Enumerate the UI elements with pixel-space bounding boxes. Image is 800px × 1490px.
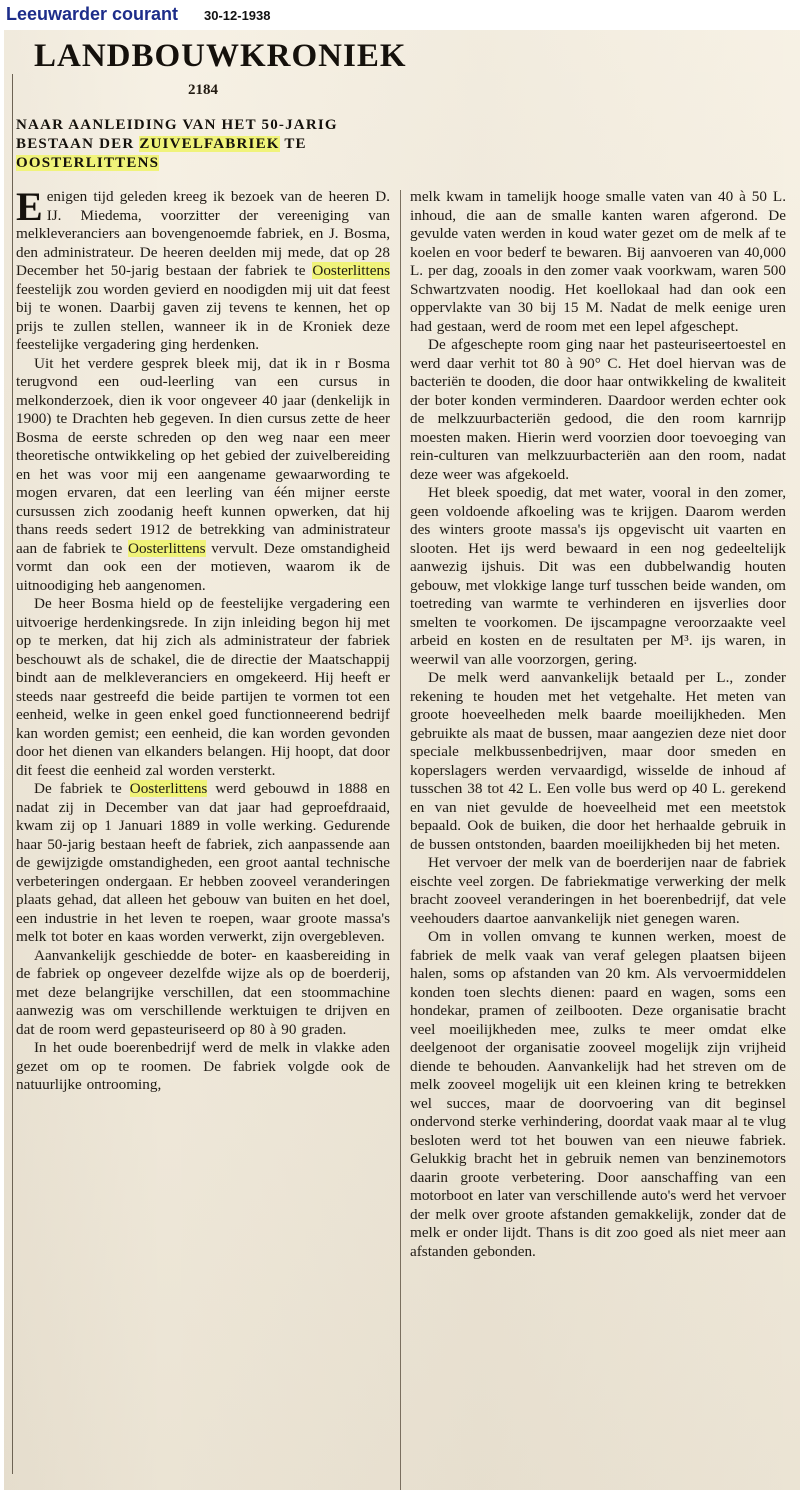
newspaper-name: Leeuwarder courant <box>6 4 179 24</box>
left-margin-rule <box>12 74 13 1474</box>
paragraph <box>410 928 786 1261</box>
paragraph-text: Het vervoer der melk van de boerderijen naar de fabriek eischte veel zorgen. De fabriekmatige verwerking der melk bracht zooveel veranderingen in het boerenbedrijf, dat vele veehouders daartoe aanvankelijk niet genegen waren. <box>410 854 786 927</box>
highlight-oosterlittens: Oosterlittens <box>129 780 208 797</box>
source-bar <box>0 0 800 30</box>
paragraph <box>16 184 390 355</box>
paragraph <box>410 484 786 669</box>
subtitle-line-3 <box>16 154 388 173</box>
paragraph <box>410 188 786 336</box>
paragraph <box>410 669 786 854</box>
paragraph-text: Uit het verdere gesprek bleek mij, dat ik in <box>34 354 335 372</box>
paragraph-text: De heer Bosma hield op de feestelijke vergadering een uitvoerige herdenkingsrede. In zijn inleiding begon hij met op te merken, dat hij zich als administrateur der fabriek beschouwt als de schakel, die de directie der Maatschappij bindt aan de melkleveranciers en omgekeerd. Hij heeft er steeds naar gestreefd die beide partijen te vormen tot een eenheid, welke in geen enkel goed functionneerend bedrijf kan worden gemist; een eenheid, die kan worden gevonden door het dienen van elkanders belangen. Hij hoopt, dat door dit feest die eenheid zal worden versterkt. <box>16 595 390 779</box>
paragraph-text: vervult. Deze omstandigheid vormt dan ook een der motieven, waarom ik de uitnoodiging heb aangenomen. <box>16 539 390 594</box>
paragraph <box>16 947 390 1040</box>
article-column-left <box>16 184 390 1095</box>
paragraph-text: melk kwam in tamelijk hooge smalle vaten van 40 à 50 L. inhoud, die aan de smalle kanten waren afgerond. De gevulde vaten werden in koud water gezet om de melk af te koelen en voor bederf te bewaren. Bij aanvoeren van 40,000 L. per dag, zooals in den zomer vaak voorkwam, waren 500 Schwartzvaten noodig. Het koellokaal had dan ook een oppervlakte van 30 bij 15 M. Nadat de melk eenige uren had gestaan, werd de room met een lepel afgeschept. <box>410 188 786 335</box>
paragraph-text: feestelijk zou worden gevierd en noodigden mij uit dat feest bij te wonen. Daarbij gaven zij tevens te kennen, het op prijs te zullen stellen, wanneer ik in de Kroniek deze feestelijke vergadering ging herdenken. <box>16 280 390 353</box>
paragraph-text: In het oude boerenbedrijf werd de melk in vlakke aden gezet om op te roomen. De fabriek volgde ook de natuurlijke ontrooming, <box>16 1039 390 1093</box>
paragraph-text: De fabriek te <box>34 780 130 797</box>
paragraph <box>16 1039 390 1095</box>
highlight-oosterlittens: Oosterlittens <box>127 539 206 557</box>
paragraph <box>410 336 786 484</box>
column-divider <box>400 190 401 1490</box>
subtitle-line-1: NAAR AANLEIDING VAN HET 50-JARIG <box>16 117 338 133</box>
drop-cap: E <box>16 184 43 229</box>
highlight-oosterlittens: OOSTERLITTENS <box>16 155 160 171</box>
paragraph-text: enigen tijd geleden kreeg ik bezoek van de heeren D. IJ. Miedema, voorzitter der vereeniging van melkleveranciers aan bovengenoemde fabriek, en J. Bosma, den administrateur. De heeren deelden mij mede, dat op 28 December het 50-jarig bestaan der fabriek te <box>16 188 390 279</box>
article-subtitle <box>16 116 388 173</box>
paragraph-text: Om in vollen omvang te kunnen werken, moest de fabriek de melk vaak van veraf gelegen plaatsen bijeen halen, soms op afstanden van 20 km. Als vervoermiddelen konden toen slechts dienen: paard en wagen, soms een hondekar, pramen of zeilbooten. Deze organisatie bracht veel moeilijkheden mee, zulks te meer omdat elke deelgenoot der organisatie zooveel mogelijk zijn vrijheid diende te behouden. Aanvankelijk had het streven om de melk zooveel mogelijk uit een kleinen kring te betrekken wel succes, maar de doorvoering van dit beginsel ondervond sterke verhindering, doordat vaak maar al te vlug besloten werd tot het bouwen van een nieuwe fabriek. Gelukkig bracht het in gebruik nemen van benzinemotors daarin groote verbetering. Door aanschaffing van een motorboot en later van verschillende auto's werd het vervoer der melk over groote afstanden gemakkelijk, zonder dat de melk er onder lijdt. Thans is dit zoo goed als niet meer aan afstanden gebonden. <box>410 928 786 1260</box>
publication-date: 30-12-1938 <box>204 8 271 23</box>
paragraph-text: De afgeschepte room ging naar het pasteuriseertoestel en werd daar verhit tot 80 à 90° C. Het doel hiervan was de bacteriën te dooden, die door haar ontwikkeling de kwaliteit der boter konden verminderen. Daardoor werden echter ook de melkzuurbacteriën gedood, die den room karnrijp moesten maken. Hierin werd voorzien door toevoeging van rein-culturen van melkzuurbacteriën aan den room, nadat deze weer was afgekoeld. <box>410 336 786 483</box>
subtitle-line-2-c: TE <box>279 136 307 152</box>
paragraph <box>410 854 786 928</box>
paragraph-text: werd gebouwd in 1888 en nadat zij in December van dat jaar had geproefdraaid, kwam zij op 1 Januari 1889 in volle werking. Gedurende haar 50-jarig bestaan heeft de fabriek, zich aanpassende aan de gewijzigde omstandigheden, een groot aantal technische verbeteringen ondergaan. Er hebben zooveel veranderingen plaats gehad, dat alleen het gebouw van buiten en het doel, een industrie in het leven te roepen, waar groote massa's melk tot boter en kaas worden verwerkt, zijn overgebleven. <box>16 780 390 945</box>
issue-number: 2184 <box>188 82 218 98</box>
subtitle-line-2 <box>16 135 388 154</box>
highlight-zuivelfabriek: ZUIVELFABRIEK <box>139 136 280 152</box>
paragraph <box>16 355 390 596</box>
paragraph <box>16 595 390 780</box>
section-heading: LANDBOUWKRONIEK <box>34 38 407 74</box>
paragraph-text: Het bleek spoedig, dat met water, vooral in den zomer, geen voldoende afkoeling was te krijgen. Daarom werden des winters groote massa's ijs opgevischt uit vaarten en slooten. Het ijs werd bewaard in een nog gedeeltelijk aanwezig ijshuis. Dit was een dubbelwandig houten gebouw, met vlokkige lange turf tusschen beide wanden, om toetreding van warmte te verhinderen en ijsverlies door smelten te voorkomen. De ijscampagne veroorzaakte veel arbeid en kosten en de resultaten per M³. ijs waren, in weerwil van alle voorzorgen, gering. <box>410 484 786 668</box>
paragraph-text: De melk werd aanvankelijk betaald per L., zonder rekening te houden met het vetgehalte. Het meten van groote hoeveelheden melk baarde moeilijkheden. Men gebruikte als maat de bussen, maar aangezien deze niet door speciale melkbussenbedrijven, maar door smeden en koperslagers werden vervaardigd, wisselde de inhoud af tusschen 38 tot 42 L. Een volle bus werd op 40 L. gerekend en van niet gevulde de hoeveelheid met een meetstok bepaald. Ook de buiken, die door het herhaalde gebruik in de bussen ontstonden, baarden moeilijkheden bij het meten. <box>410 669 786 853</box>
paragraph <box>16 780 390 947</box>
newspaper-clipping <box>4 30 800 1490</box>
paragraph-text: Aanvankelijk geschiedde de boter- en kaasbereiding in de fabriek op ongeveer dezelfde wijze als op de boerderij, met deze belangrijke verschillen, dat een stoommachine aanwezig was om verschillende werktuigen te drijven en dat de room werd gepasteuriseerd op 80 à 90 graden. <box>16 946 390 1038</box>
highlight-oosterlittens: Oosterlittens <box>312 262 390 279</box>
paragraph-text: r Bosma terugvond een oud-leerling van een cursus in melkonderzoek, dien ik voor ongeveer 40 jaar (denkelijk in 1900) te Drachten heb gegeven. In dien cursus zette de heer Bosma de eerste schreden op den weg naar een meer theoretische ontwikkeling op het gebied der zuivelbereiding en het was voor mij een aangename gewaarwording te mogen ervaren, dat een leerling van één mijner eerste cursussen zich zoodanig heeft kunnen opwerken, dat hij thans reeds sedert 1912 de betrekking van administrateur aan de fabriek te <box>16 354 390 557</box>
article-column-right <box>410 188 786 1261</box>
subtitle-line-2-a: BESTAAN DER <box>16 136 140 152</box>
